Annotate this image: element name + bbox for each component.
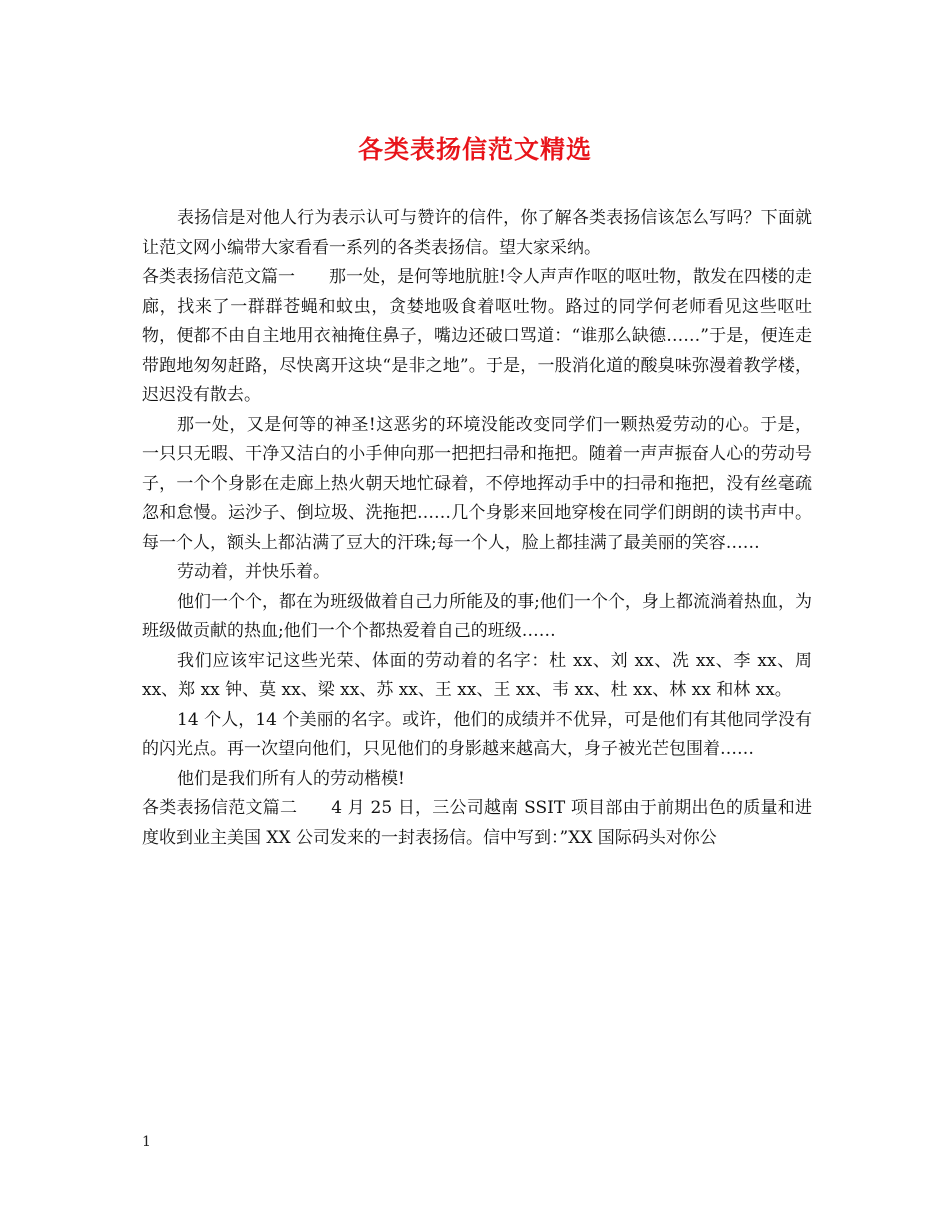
document-body [142,204,812,853]
section2-first-paragraph [142,794,812,853]
section1-first-paragraph [142,263,812,411]
section1-label: 各类表扬信范文篇一 [142,267,296,287]
section1-paragraph-5: 14 个人，14 个美丽的名字。或许，他们的成绩并不优异，可是他们有其他同学没有的闪光点。再一次望向他们，只见他们的身影越来越高大，身子被光芒包围着…… [142,709,812,759]
intro-paragraph: 表扬信是对他人行为表示认可与赞许的信件，你了解各类表扬信该怎么写吗？下面就让范文网小编带大家看看一系列的各类表扬信。望大家采纳。 [142,208,812,258]
section1-paragraph-1: 那一处，又是何等的神圣!这恶劣的环境没能改变同学们一颗热爱劳动的心。于是，一只只无暇、干净又洁白的小手伸向那一把把扫帚和拖把。随着一声声振奋人心的劳动号子，一个个身影在走廊上热火朝天地忙碌着，不停地挥动手中的扫帚和拖把，没有丝毫疏忽和怠慢。运沙子、倒垃圾、洗拖把……几个身影来回地穿梭在同学们朗朗的读书声中。每一个人，额头上都沾满了豆大的汗珠;每一个人，脸上都挂满了最美丽的笑容…… [142,414,812,553]
section2-label: 各类表扬信范文篇二 [142,798,298,818]
document-title: 各类表扬信范文精选 [357,135,592,164]
page-number: 1 [142,1134,151,1150]
section1-paragraph-2: 劳动着，并快乐着。 [177,562,330,582]
section1-paragraph-4: 我们应该牢记这些光荣、体面的劳动着的名字：杜 xx、刘 xx、冼 xx、李 xx、周 xx、郑 xx 钟、莫 xx、梁 xx、苏 xx、王 xx、王 xx、韦 xx、杜 xx、林 xx 和林 xx。 [142,650,812,700]
section1-paragraph-3: 他们一个个，都在为班级做着自己力所能及的事;他们一个个，身上都流淌着热血，为班级做贡献的热血;他们一个个都热爱着自己的班级…… [142,591,812,641]
section1-first-text: 那一处，是何等地肮脏!令人声声作呕的呕吐物，散发在四楼的走廊，找来了一群群苍蝇和蚊虫，贪婪地吸食着呕吐物。路过的同学何老师看见这些呕吐物，便都不由自主地用衣袖掩住鼻子，嘴边还破口骂道：“谁那么缺德……”于是，便连走带跑地匆匆赶路，尽快离开这块“是非之地”。于是，一股消化道的酸臭味弥漫着教学楼，迟迟没有散去。 [142,267,812,405]
section2-first-text: 4 月 25 日，三公司越南 SSIT 项目部由于前期出色的质量和进度收到业主美国 XX 公司发来的一封表扬信。信中写到：”XX 国际码头对你公 [142,798,813,848]
section1-paragraph-6: 他们是我们所有人的劳动楷模! [177,768,405,789]
